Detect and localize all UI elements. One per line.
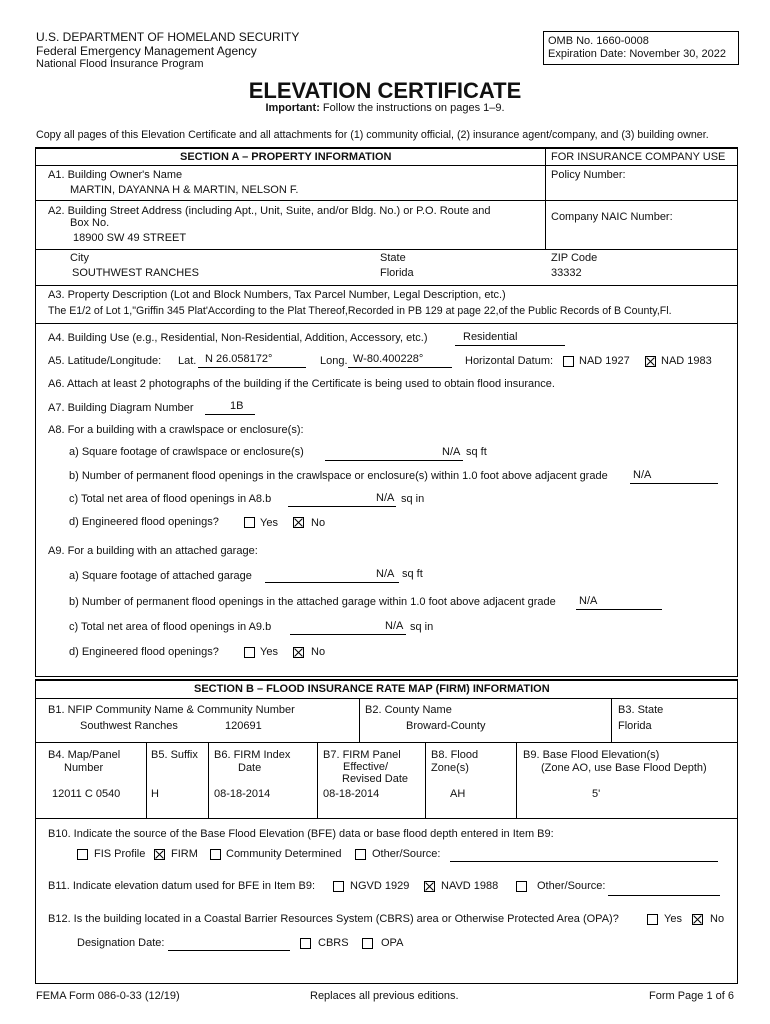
b1-community-number: 120691 <box>225 720 262 732</box>
fis-profile-label: FIS Profile <box>94 848 146 860</box>
a8d-yes-checkbox[interactable] <box>244 517 255 528</box>
fis-profile-checkbox[interactable] <box>77 849 88 860</box>
page-number: Form Page 1 of 6 <box>649 990 734 1002</box>
a9c-label: c) Total net area of flood openings in A9.b <box>69 621 272 633</box>
a2-street-address: 18900 SW 49 STREET <box>73 232 187 244</box>
b6-label-cont: Date <box>238 762 262 774</box>
policy-number-label: Policy Number: <box>551 169 626 181</box>
a9-label: A9. For a building with an attached garage: <box>48 545 258 557</box>
nad1983-checkbox[interactable] <box>645 356 656 367</box>
zip-label: ZIP Code <box>551 252 598 264</box>
copy-note: Copy all pages of this Elevation Certificate and all attachments for (1) community official, (2) insurance agent/company, and (3) building owner. <box>36 129 709 141</box>
a9c-value: N/A <box>385 620 404 632</box>
a3-label: A3. Property Description (Lot and Block Numbers, Tax Parcel Number, Legal Description, etc.) <box>48 289 506 301</box>
b12-no-label: No <box>710 913 725 925</box>
a9b-value: N/A <box>579 595 598 607</box>
nad1927-checkbox[interactable] <box>563 356 574 367</box>
a9d-no-label: No <box>311 646 326 658</box>
a9d-yes-checkbox[interactable] <box>244 647 255 658</box>
b5-suffix: H <box>151 788 159 800</box>
latitude-value: N 26.058172° <box>205 353 273 365</box>
a9a-value: N/A <box>376 568 395 580</box>
b7-firm-panel-date: 08-18-2014 <box>323 788 380 800</box>
dept-name: U.S. DEPARTMENT OF HOMELAND SECURITY <box>36 30 300 44</box>
a3-description: The E1/2 of Lot 1,"Griffin 345 Plat'According to the Plat Thereof,Recorded in PB 129 at page 22,of the Public Records of B County,Fl. <box>48 305 672 317</box>
b10-label: B10. Indicate the source of the Base Flood Elevation (BFE) data or base flood depth entered in Item B9: <box>48 828 554 840</box>
a9c-unit: sq in <box>410 621 434 633</box>
important-text: Follow the instructions on pages 1–9. <box>322 102 505 114</box>
a8a-value: N/A <box>442 446 461 458</box>
insurance-use-label: FOR INSURANCE COMPANY USE <box>551 151 726 163</box>
a8b-value: N/A <box>633 469 652 481</box>
a9b-label: b) Number of permanent flood openings in the attached garage within 1.0 foot above adjacent grade <box>69 596 556 608</box>
b5-label: B5. Suffix <box>151 749 198 761</box>
b3-label: B3. State <box>618 704 664 716</box>
section-a-title: SECTION A – PROPERTY INFORMATION <box>180 151 392 163</box>
omb-box <box>543 31 739 65</box>
a8d-no-label: No <box>311 517 326 529</box>
long-label: Long. <box>320 355 348 367</box>
expiration-date: Expiration Date: November 30, 2022 <box>548 48 726 60</box>
city-label: City <box>70 252 89 264</box>
b8-label-cont: Zone(s) <box>431 762 469 774</box>
program-name: National Flood Insurance Program <box>36 58 204 70</box>
designation-date-label: Designation Date: <box>77 937 165 949</box>
b7-label-cont2: Revised Date <box>342 773 409 785</box>
opa-label: OPA <box>381 937 404 949</box>
cbrs-label: CBRS <box>318 937 349 949</box>
a9d-label: d) Engineered flood openings? <box>69 646 219 658</box>
state-value: Florida <box>380 267 414 279</box>
longitude-value: W-80.400228° <box>353 353 424 365</box>
community-determined-checkbox[interactable] <box>210 849 221 860</box>
navd1988-label: NAVD 1988 <box>441 880 499 892</box>
opa-checkbox[interactable] <box>362 938 373 949</box>
b9-label-cont: (Zone AO, use Base Flood Depth) <box>541 762 707 774</box>
b7-label: B7. FIRM Panel <box>323 749 401 761</box>
a1-owner-name: MARTIN, DAYANNA H & MARTIN, NELSON F. <box>70 184 299 196</box>
a8c-value: N/A <box>376 492 395 504</box>
b7-label-cont: Effective/ <box>343 761 389 773</box>
b12-yes-checkbox[interactable] <box>647 914 658 925</box>
firm-label: FIRM <box>171 848 198 860</box>
a6-label: A6. Attach at least 2 photographs of the building if the Certificate is being used to obtain flood insurance. <box>48 378 555 390</box>
a8b-label: b) Number of permanent flood openings in the crawlspace or enclosure(s) within 1.0 foot above adjacent grade <box>69 470 608 482</box>
a8a-unit: sq ft <box>466 446 487 458</box>
community-determined-label: Community Determined <box>226 848 342 860</box>
b9-label: B9. Base Flood Elevation(s) <box>523 749 660 761</box>
b11-other-source-checkbox[interactable] <box>516 881 527 892</box>
a8d-no-checkbox[interactable] <box>293 517 304 528</box>
b4-label-cont: Number <box>64 762 104 774</box>
b6-label: B6. FIRM Index <box>214 749 291 761</box>
b9-base-flood-elevation: 5' <box>592 788 601 800</box>
a2-label: A2. Building Street Address (including Apt., Unit, Suite, and/or Bldg. No.) or P.O. Route and <box>48 205 491 217</box>
omb-number: OMB No. 1660-0008 <box>548 35 649 47</box>
a8-label: A8. For a building with a crawlspace or enclosure(s): <box>48 424 304 436</box>
b1-label: B1. NFIP Community Name & Community Number <box>48 704 295 716</box>
a8d-yes-label: Yes <box>260 517 278 529</box>
cbrs-checkbox[interactable] <box>300 938 311 949</box>
other-source-checkbox[interactable] <box>355 849 366 860</box>
state-label: State <box>380 252 406 264</box>
zip-value: 33332 <box>551 267 582 279</box>
a1-label: A1. Building Owner's Name <box>48 169 183 181</box>
a9d-yes-label: Yes <box>260 646 278 658</box>
ngvd1929-checkbox[interactable] <box>333 881 344 892</box>
horizontal-datum-label: Horizontal Datum: <box>465 355 554 367</box>
navd1988-checkbox[interactable] <box>424 881 435 892</box>
b6-firm-index-date: 08-18-2014 <box>214 788 271 800</box>
a9d-no-checkbox[interactable] <box>293 647 304 658</box>
b8-label: B8. Flood <box>431 749 479 761</box>
a7-diagram-number: 1B <box>230 400 244 412</box>
agency-name: Federal Emergency Management Agency <box>36 44 257 58</box>
a4-building-use: Residential <box>463 331 518 343</box>
a9a-label: a) Square footage of attached garage <box>69 570 252 582</box>
b12-yes-label: Yes <box>664 913 682 925</box>
naic-label: Company NAIC Number: <box>551 211 673 223</box>
a8c-unit: sq in <box>401 493 425 505</box>
b11-label: B11. Indicate elevation datum used for BFE in Item B9: <box>48 880 315 892</box>
b11-other-source-label: Other/Source: <box>537 880 606 892</box>
section-b-title: SECTION B – FLOOD INSURANCE RATE MAP (FIRM) INFORMATION <box>194 683 550 695</box>
b12-no-checkbox[interactable] <box>692 914 703 925</box>
replaces-note: Replaces all previous editions. <box>310 990 459 1002</box>
form-number: FEMA Form 086-0-33 (12/19) <box>36 990 180 1002</box>
ngvd1929-label: NGVD 1929 <box>350 880 410 892</box>
page-title: ELEVATION CERTIFICATE <box>248 78 522 103</box>
city-value: SOUTHWEST RANCHES <box>72 267 199 279</box>
a9a-unit: sq ft <box>402 568 423 580</box>
a8c-label: c) Total net area of flood openings in A8.b <box>69 493 272 505</box>
a4-label: A4. Building Use (e.g., Residential, Non-Residential, Addition, Accessory, etc.) <box>48 332 428 344</box>
important-note <box>0 102 770 114</box>
b8-flood-zone: AH <box>450 788 466 800</box>
a7-label: A7. Building Diagram Number <box>48 402 194 414</box>
b2-county-name: Broward-County <box>406 720 486 732</box>
nad1927-label: NAD 1927 <box>579 355 630 367</box>
a2-label-cont: Box No. <box>70 217 110 229</box>
b1-community-name: Southwest Ranches <box>80 720 178 732</box>
b4-map-panel-number: 12011 C 0540 <box>52 788 121 800</box>
b2-label: B2. County Name <box>365 704 452 716</box>
a8d-label: d) Engineered flood openings? <box>69 516 219 528</box>
b3-state: Florida <box>618 720 652 732</box>
a8a-label: a) Square footage of crawlspace or enclosure(s) <box>69 446 304 458</box>
b12-label: B12. Is the building located in a Coastal Barrier Resources System (CBRS) area or Otherwise Protected Area (OPA)? <box>48 913 619 925</box>
nad1983-label: NAD 1983 <box>661 355 712 367</box>
a5-label: A5. Latitude/Longitude: <box>48 355 162 367</box>
lat-label: Lat. <box>178 355 197 367</box>
b4-label: B4. Map/Panel <box>48 749 121 761</box>
important-label: Important: <box>265 102 320 114</box>
firm-checkbox[interactable] <box>154 849 165 860</box>
other-source-label: Other/Source: <box>372 848 441 860</box>
